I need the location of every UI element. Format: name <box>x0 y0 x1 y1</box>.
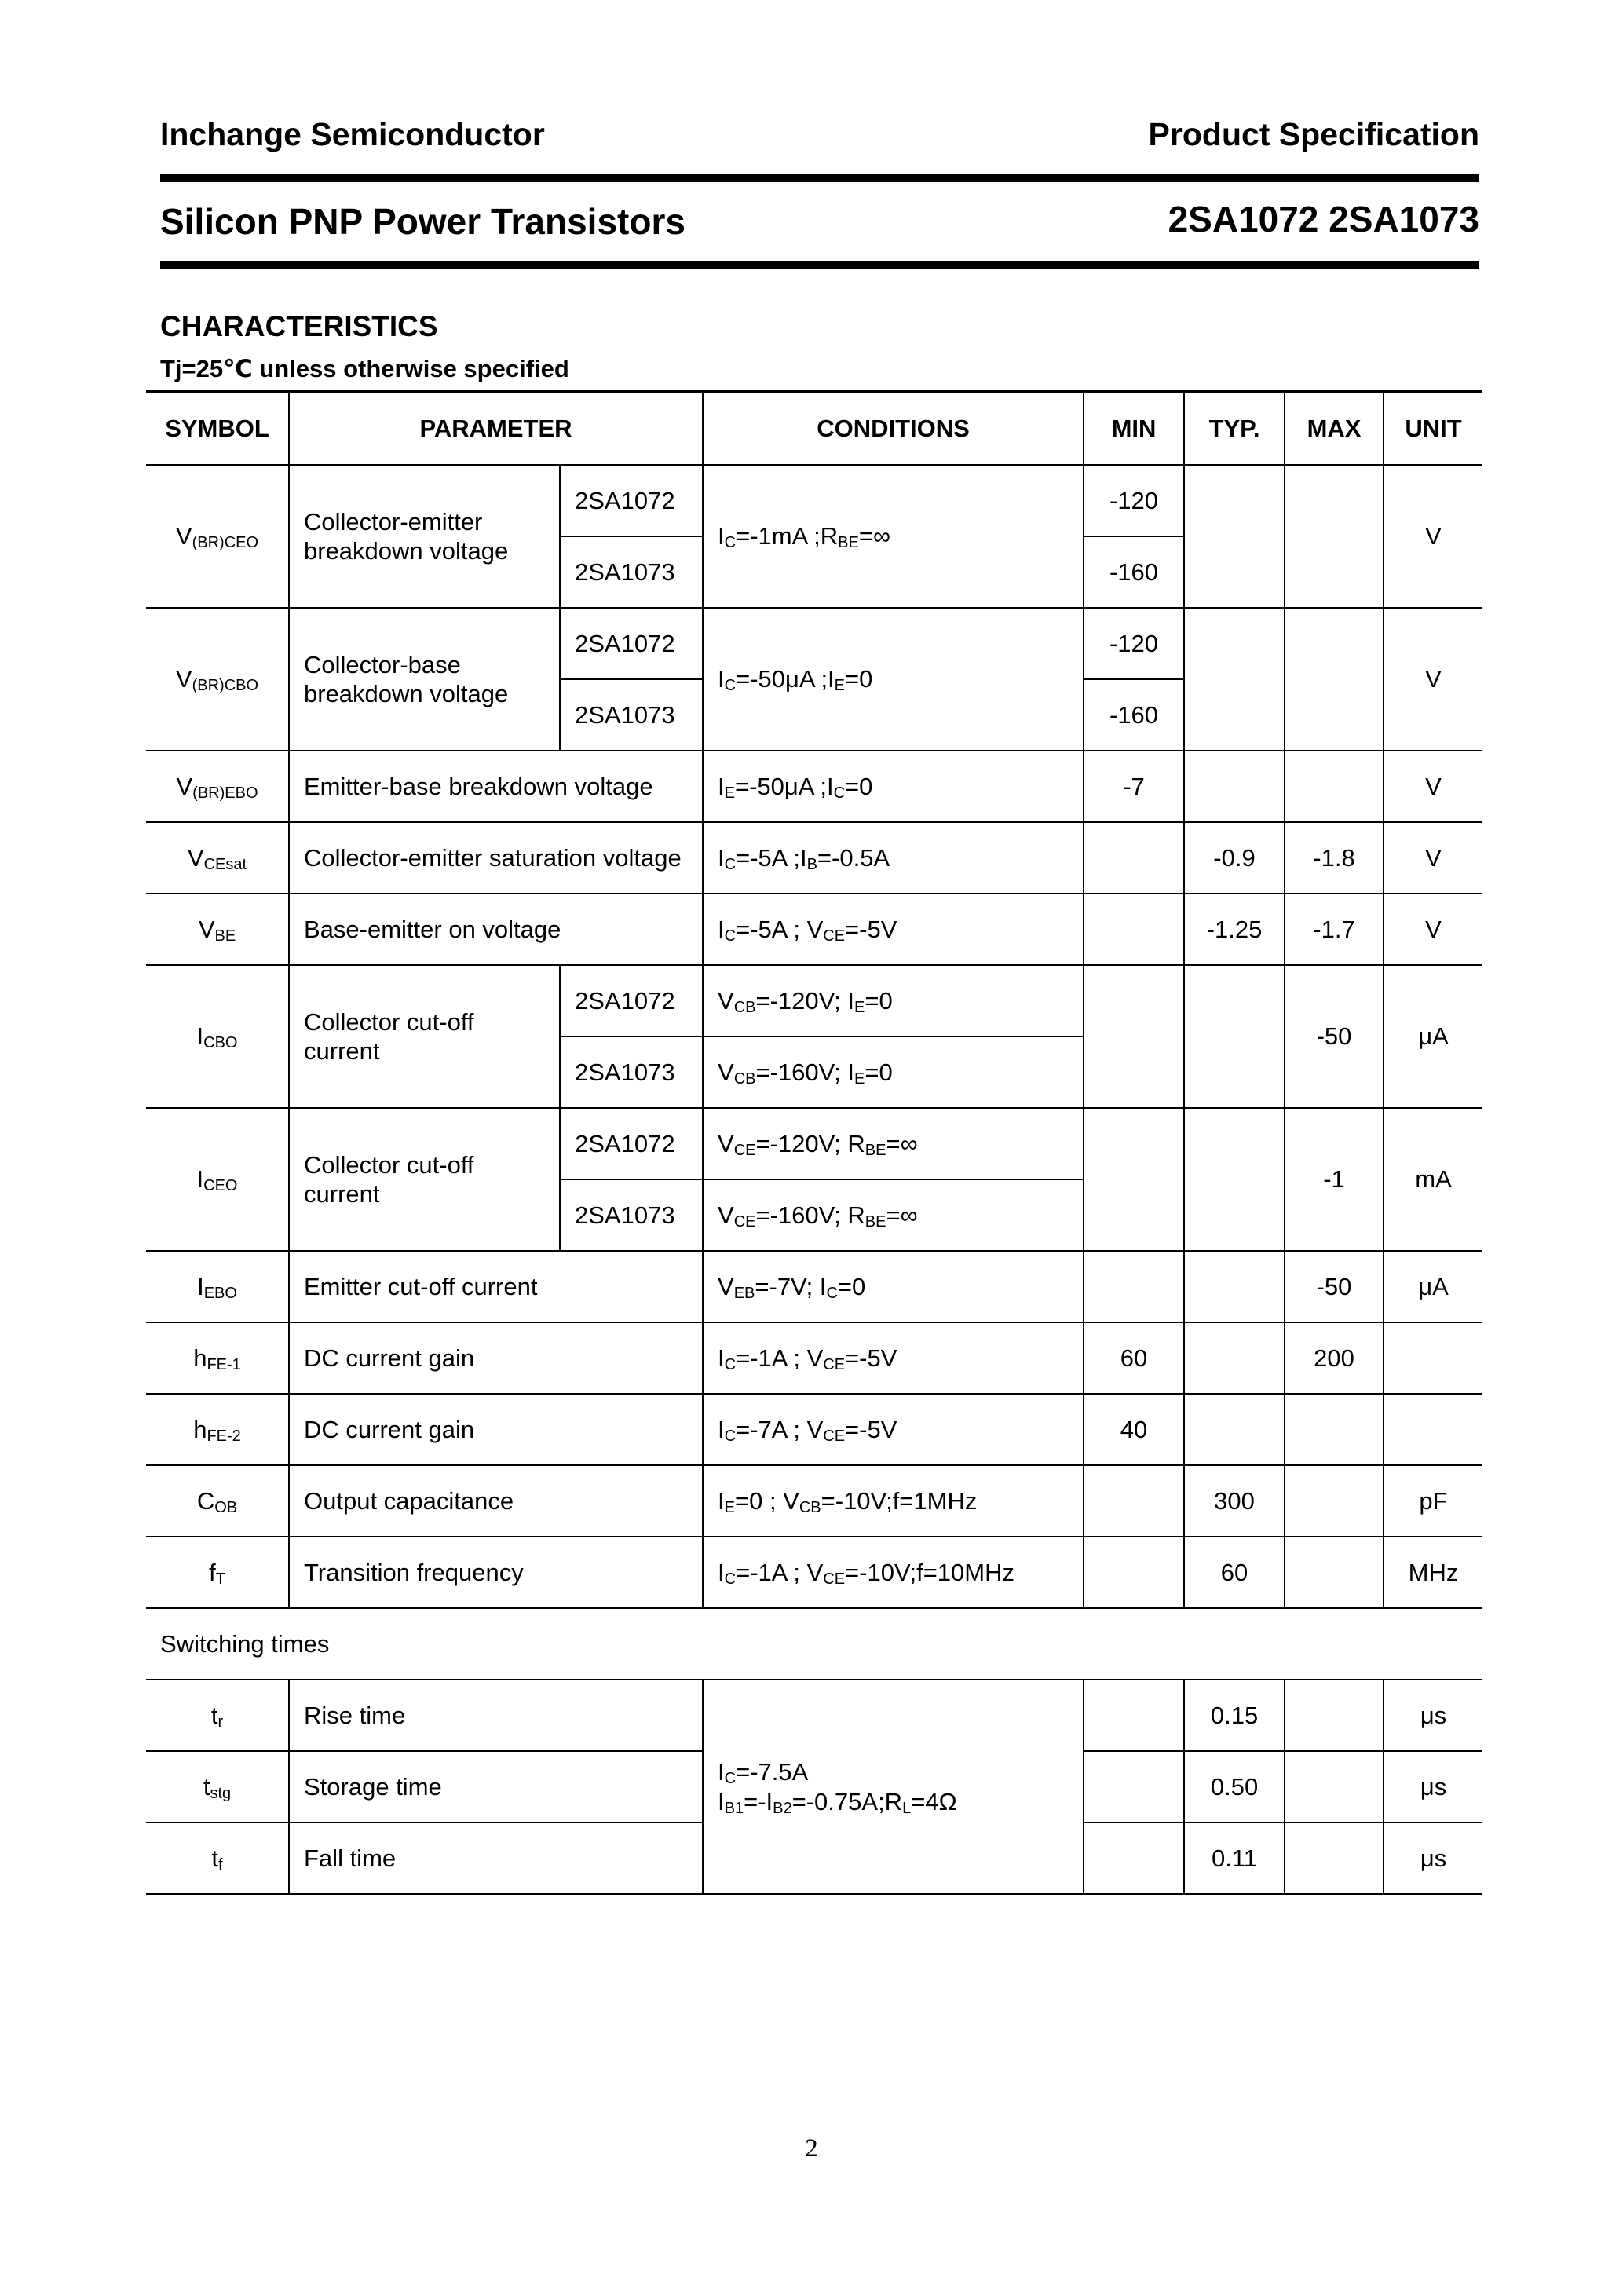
section-row-switching <box>146 1608 1482 1680</box>
unit-cell: μA <box>1384 1251 1482 1322</box>
min-cell <box>1084 965 1184 1108</box>
typ-cell: 0.50 <box>1184 1751 1285 1823</box>
conditions-cell: $I_C=-50\mu A$ $;I_E=0$ <box>703 608 1084 751</box>
header-typ: TYP. <box>1184 392 1285 466</box>
symbol-cell: $V_{CEsat}$ <box>146 822 289 894</box>
parameter-cell: DC current gain <box>289 1394 703 1465</box>
typ-cell <box>1184 608 1285 751</box>
unit-cell: μs <box>1384 1680 1482 1751</box>
symbol-cell: $f_T$ <box>146 1537 289 1608</box>
symbol-cell: $I_{CEO}$ <box>146 1108 289 1251</box>
parameter-cell: Output capacitance <box>289 1465 703 1537</box>
min-cell <box>1084 1108 1184 1251</box>
symbol-cell: $I_{EBO}$ <box>146 1251 289 1322</box>
table-row <box>146 1680 1482 1751</box>
symbol-cell: $I_{CBO}$ <box>146 965 289 1108</box>
parameter-cell: Transition frequency <box>289 1537 703 1608</box>
unit-cell: V <box>1384 608 1482 751</box>
header-max: MAX <box>1285 392 1384 466</box>
conditions-cell: $I_C=-1A$ ; $V_{CE}=-5V$ <box>703 1322 1084 1394</box>
header-min: MIN <box>1084 392 1184 466</box>
conditions-cell: $I_C=-1mA$ $;R_{BE}=\infty$ <box>703 465 1084 608</box>
typ-cell <box>1184 1394 1285 1465</box>
company-name: Inchange Semiconductor <box>160 116 545 152</box>
symbol-cell: $V_{(BR)CEO}$ <box>146 465 289 608</box>
part-cell: 2SA1073 <box>560 536 703 608</box>
min-cell: -120 <box>1084 608 1184 679</box>
max-cell <box>1285 608 1384 751</box>
min-cell: 40 <box>1084 1394 1184 1465</box>
max-cell: -1 <box>1285 1108 1384 1251</box>
table-row <box>146 465 1482 536</box>
parameter-cell: Emitter cut-off current <box>289 1251 703 1322</box>
product-line: Silicon PNP Power Transistors <box>160 201 685 242</box>
conditions-cell: $V_{CE}=-120V$; $R_{BE}=\infty$ <box>703 1108 1084 1179</box>
max-cell <box>1285 1537 1384 1608</box>
min-cell <box>1084 1680 1184 1751</box>
typ-cell: 0.15 <box>1184 1680 1285 1751</box>
min-cell: -7 <box>1084 751 1184 822</box>
conditions-cell: $I_C=-5A$ $;I_B=-0.5A$ <box>703 822 1084 894</box>
conditions-cell: $I_E=0$ ; $V_{CB}=-10V;f=1MHz$ <box>703 1465 1084 1537</box>
parameter-cell: Base-emitter on voltage <box>289 894 703 965</box>
typ-cell <box>1184 751 1285 822</box>
symbol-cell: $C_{OB}$ <box>146 1465 289 1537</box>
typ-cell: -1.25 <box>1184 894 1285 965</box>
min-cell <box>1084 1465 1184 1537</box>
table-row <box>146 608 1482 679</box>
header-rule-bottom <box>160 261 1479 269</box>
part-cell: 2SA1072 <box>560 1108 703 1179</box>
unit-cell: MHz <box>1384 1537 1482 1608</box>
max-cell <box>1285 1751 1384 1823</box>
symbol-cell: $h_{FE-1}$ <box>146 1322 289 1394</box>
header-unit: UNIT <box>1384 392 1482 466</box>
typ-cell: -0.9 <box>1184 822 1285 894</box>
part-numbers: 2SA1072 2SA1073 <box>1168 199 1479 239</box>
conditions-cell: $V_{CB}=-120V$; $I_E=0$ <box>703 965 1084 1036</box>
symbol-cell: $V_{(BR)CBO}$ <box>146 608 289 751</box>
min-cell: 60 <box>1084 1322 1184 1394</box>
header-rule-top <box>160 174 1479 182</box>
conditions-cell: $I_C=-7.5A$ $I_{B1}=-I_{B2}=-0.75A;R_L=4\Omega$ <box>703 1680 1084 1894</box>
min-cell <box>1084 1823 1184 1894</box>
symbol-cell: $t_f$ <box>146 1823 289 1894</box>
unit-cell: V <box>1384 465 1482 608</box>
parameter-cell: Collector-base breakdown voltage <box>289 608 560 751</box>
parameter-cell: Fall time <box>289 1823 703 1894</box>
min-cell: -160 <box>1084 536 1184 608</box>
parameter-cell: DC current gain <box>289 1322 703 1394</box>
min-cell: -160 <box>1084 679 1184 751</box>
symbol-cell: $h_{FE-2}$ <box>146 1394 289 1465</box>
table-row <box>146 751 1482 822</box>
min-cell: -120 <box>1084 465 1184 536</box>
unit-cell: μs <box>1384 1751 1482 1823</box>
min-cell <box>1084 822 1184 894</box>
table-row <box>146 1465 1482 1537</box>
typ-cell: 300 <box>1184 1465 1285 1537</box>
symbol-cell: $V_{BE}$ <box>146 894 289 965</box>
table-row <box>146 1537 1482 1608</box>
parameter-cell: Collector cut-off current <box>289 965 560 1108</box>
header-symbol: SYMBOL <box>146 392 289 466</box>
typ-cell: 60 <box>1184 1537 1285 1608</box>
max-cell: 200 <box>1285 1322 1384 1394</box>
parameter-cell: Collector cut-off current <box>289 1108 560 1251</box>
symbol-cell: $t_r$ <box>146 1680 289 1751</box>
max-cell: -1.8 <box>1285 822 1384 894</box>
typ-cell: 0.11 <box>1184 1823 1285 1894</box>
doc-type: Product Specification <box>1148 116 1479 152</box>
part-cell: 2SA1072 <box>560 608 703 679</box>
typ-cell <box>1184 465 1285 608</box>
typ-cell <box>1184 1322 1285 1394</box>
max-cell: -1.7 <box>1285 894 1384 965</box>
table-row <box>146 894 1482 965</box>
max-cell <box>1285 1394 1384 1465</box>
typ-cell <box>1184 965 1285 1108</box>
max-cell <box>1285 1680 1384 1751</box>
conditions-cell: $V_{CE}=-160V$; $R_{BE}=\infty$ <box>703 1179 1084 1251</box>
min-cell <box>1084 1751 1184 1823</box>
conditions-cell: $I_C=-1A$ ; $V_{CE}=-10V;f=10MHz$ <box>703 1537 1084 1608</box>
unit-cell: V <box>1384 894 1482 965</box>
table-row <box>146 1251 1482 1322</box>
parameter-cell: Collector-emitter saturation voltage <box>289 822 703 894</box>
condition-note: Tj=25℃ unless otherwise specified <box>160 355 569 382</box>
parameter-cell: Rise time <box>289 1680 703 1751</box>
table-row <box>146 965 1482 1036</box>
symbol-cell: $t_{stg}$ <box>146 1751 289 1823</box>
table-row <box>146 822 1482 894</box>
max-cell <box>1285 1823 1384 1894</box>
unit-cell: μs <box>1384 1823 1482 1894</box>
max-cell <box>1285 1465 1384 1537</box>
part-cell: 2SA1072 <box>560 965 703 1036</box>
characteristics-table <box>146 390 1482 1895</box>
parameter-cell: Storage time <box>289 1751 703 1823</box>
unit-cell: pF <box>1384 1465 1482 1537</box>
min-cell <box>1084 1537 1184 1608</box>
table-row <box>146 1322 1482 1394</box>
max-cell: -50 <box>1285 965 1384 1108</box>
symbol-cell: $V_{(BR)EBO}$ <box>146 751 289 822</box>
max-cell <box>1285 465 1384 608</box>
part-cell: 2SA1072 <box>560 465 703 536</box>
part-cell: 2SA1073 <box>560 1036 703 1108</box>
page-number: 2 <box>805 2134 818 2163</box>
typ-cell <box>1184 1108 1285 1251</box>
min-cell <box>1084 894 1184 965</box>
unit-cell: μA <box>1384 965 1482 1108</box>
max-cell: -50 <box>1285 1251 1384 1322</box>
conditions-cell: $V_{EB}=-7V$; $I_C=0$ <box>703 1251 1084 1322</box>
max-cell <box>1285 751 1384 822</box>
conditions-cell: $I_C=-7A$ ; $V_{CE}=-5V$ <box>703 1394 1084 1465</box>
min-cell <box>1084 1251 1184 1322</box>
header-parameter: PARAMETER <box>289 392 703 466</box>
typ-cell <box>1184 1251 1285 1322</box>
part-cell: 2SA1073 <box>560 1179 703 1251</box>
unit-cell: mA <box>1384 1108 1482 1251</box>
parameter-cell: Collector-emitter breakdown voltage <box>289 465 560 608</box>
parameter-cell: Emitter-base breakdown voltage <box>289 751 703 822</box>
unit-cell <box>1384 1322 1482 1394</box>
section-title: CHARACTERISTICS <box>160 310 438 342</box>
conditions-cell: $I_C=-5A$ ; $V_{CE}=-5V$ <box>703 894 1084 965</box>
table-header-row <box>146 392 1482 466</box>
header-conditions: CONDITIONS <box>703 392 1084 466</box>
unit-cell: V <box>1384 751 1482 822</box>
unit-cell <box>1384 1394 1482 1465</box>
conditions-cell: $I_E=-50\mu A$ $;I_C=0$ <box>703 751 1084 822</box>
part-cell: 2SA1073 <box>560 679 703 751</box>
switching-times-label: Switching times <box>146 1608 1482 1680</box>
conditions-cell: $V_{CB}=-160V$; $I_E=0$ <box>703 1036 1084 1108</box>
unit-cell: V <box>1384 822 1482 894</box>
table-row <box>146 1108 1482 1179</box>
table-row <box>146 1394 1482 1465</box>
